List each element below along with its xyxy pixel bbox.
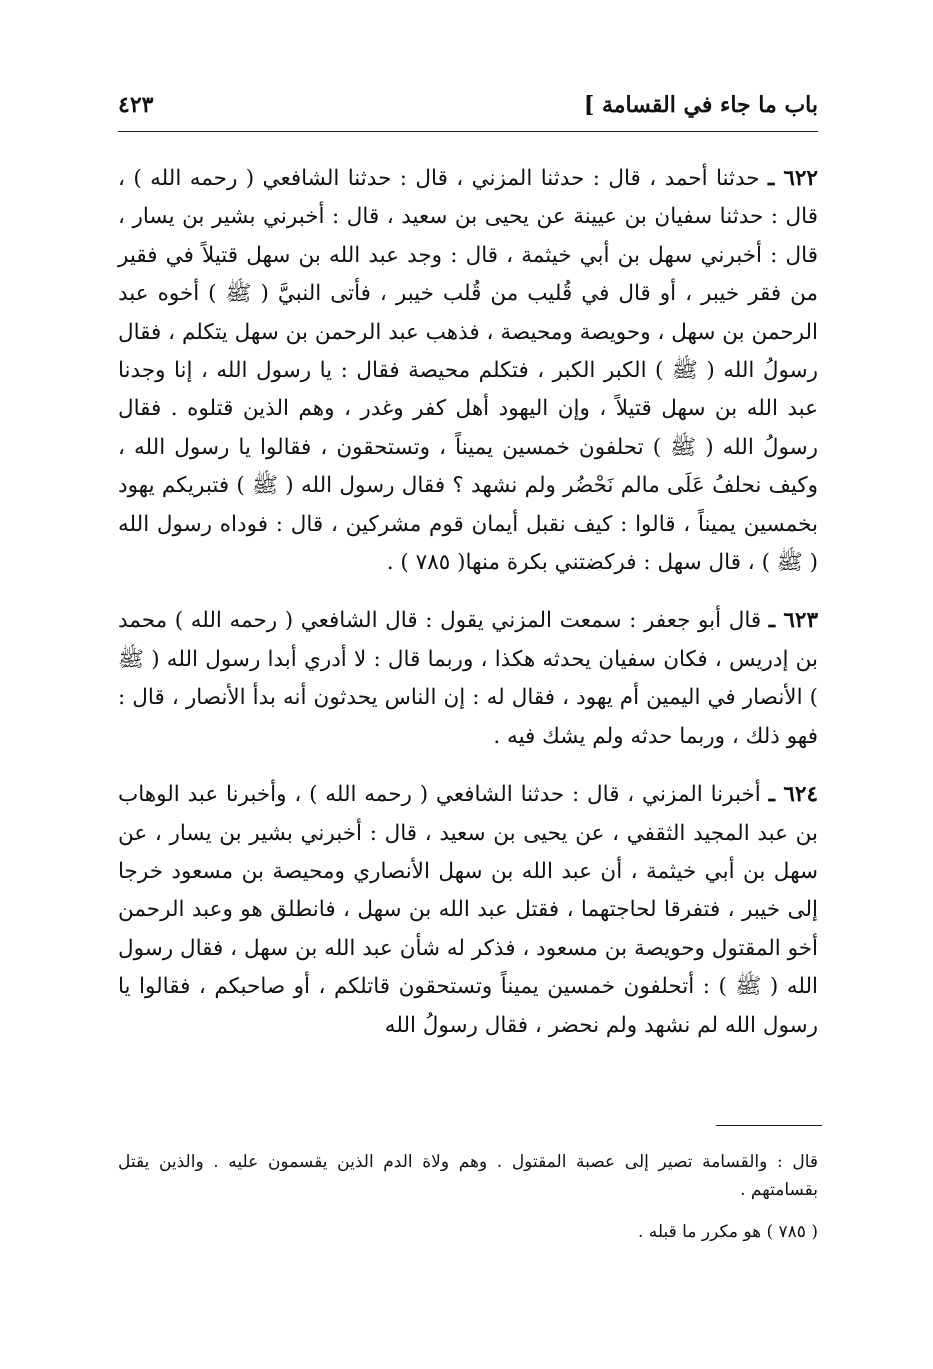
footnote-continued: قال : والقسامة تصير إلى عصبة المقتول . وهم ولاة الدم الذين يقسمون عليه . والذين يقتل بقسامتهم . [118,1152,818,1200]
hadith-number: ٦٢٣ ـ [768,608,818,634]
chapter-title: باب ما جاء في القسامة ] [583,92,818,118]
hadith-text: أخبرنا المزني ، قال : حدثنا الشافعي ( رحمه الله ) ، وأخبرنا عبد الوهاب بن عبد المجيد الثقفي ، عن يحيى بن سعيد ، قال : أخبرني بشير بن يسار ، عن سهل بن أبي خيثمة ، أن عبد الله بن سهل الأنصاري ومحيصة بن مسعود خرجا إلى خيبر ، فتفرقا لحاجتهما ، فقتل عبد الله بن سهل ، فانطلق هو وعبد الرحمن أخو المقتول وحويصة بن مسعود ، فذكر له شأن عبد الله بن سهل ، فقال رسول الله ( ﷺ ) : أتحلفون خمسين يميناً وتستحقون قاتلكم ، أو صاحبكم ، فقالوا يا رسول الله لم نشهد ولم نحضر ، فقال رسولُ الله [118,782,818,1038]
page-number: ٤٢٣ [118,92,154,118]
hadith-text: حدثنا أحمد ، قال : حدثنا المزني ، قال : حدثنا الشافعي ( رحمه الله ) ، قال : حدثنا سفيان بن عيينة عن يحيى بن سعيد ، قال : أخبرني بشير بن يسار ، قال : أخبرني سهل بن أبي خيثمة ، قال : وجد عبد الله بن سهل قتيلاً في فقير من فقر خيبر ، أو قال في قُليب من قُلب خيبر ، فأتى النبيَّ ( ﷺ ) أخوه عبد الرحمن بن سهل ، وحويصة ومحيصة ، فذهب عبد الرحمن بن سهل يتكلم ، فقال رسولُ الله ( ﷺ ) الكبر الكبر ، فتكلم محيصة فقال : يا رسول الله ، إنا وجدنا عبد الله بن سهل قتيلاً ، وإن اليهود أهل كفر وغدر ، وهم الذين قتلوه . فقال رسولُ الله ( ﷺ ) تحلفون خمسين يميناً ، وتستحقون ، فقالوا يا رسول الله ، وكيف نحلفُ عَلَى مالم نَحْضُر ولم نشهد ؟ فقال رسول الله ( ﷺ ) فتبريكم يهود بخمسين يميناً ، قالوا : كيف نقبل أيمان قوم مشركين ، قال : فوداه رسول الله ( ﷺ ) ، قال سهل : فركضتني بكرة منها( ٧٨٥ ) . [118,166,818,576]
page-header [118,88,818,128]
main-text [118,160,818,1065]
hadith-paragraph-622 [118,160,818,582]
hadith-paragraph-623 [118,602,818,756]
header-divider [118,131,818,132]
hadith-number: ٦٢٢ ـ [767,166,818,191]
footnotes [118,1148,818,1260]
hadith-text: قال أبو جعفر : سمعت المزني يقول : قال الشافعي ( رحمه الله ) محمد بن إدريس ، فكان سفيان يحدثه هكذا ، وربما قال : لا أدري أبدا رسول الله ( ﷺ ) الأنصار في اليمين أم يهود ، فقال له : إن الناس يحدثون أنه بدأ الأنصار ، قال : فهو ذلك ، وربما حدثه ولم يشك فيه . [118,608,818,749]
hadith-number: ٦٢٤ ـ [768,782,818,808]
footnote-785: ( ٧٨٥ ) هو مكرر ما قبله . [637,1222,818,1242]
hadith-paragraph-624 [118,776,818,1045]
footnote-divider [716,1125,822,1126]
